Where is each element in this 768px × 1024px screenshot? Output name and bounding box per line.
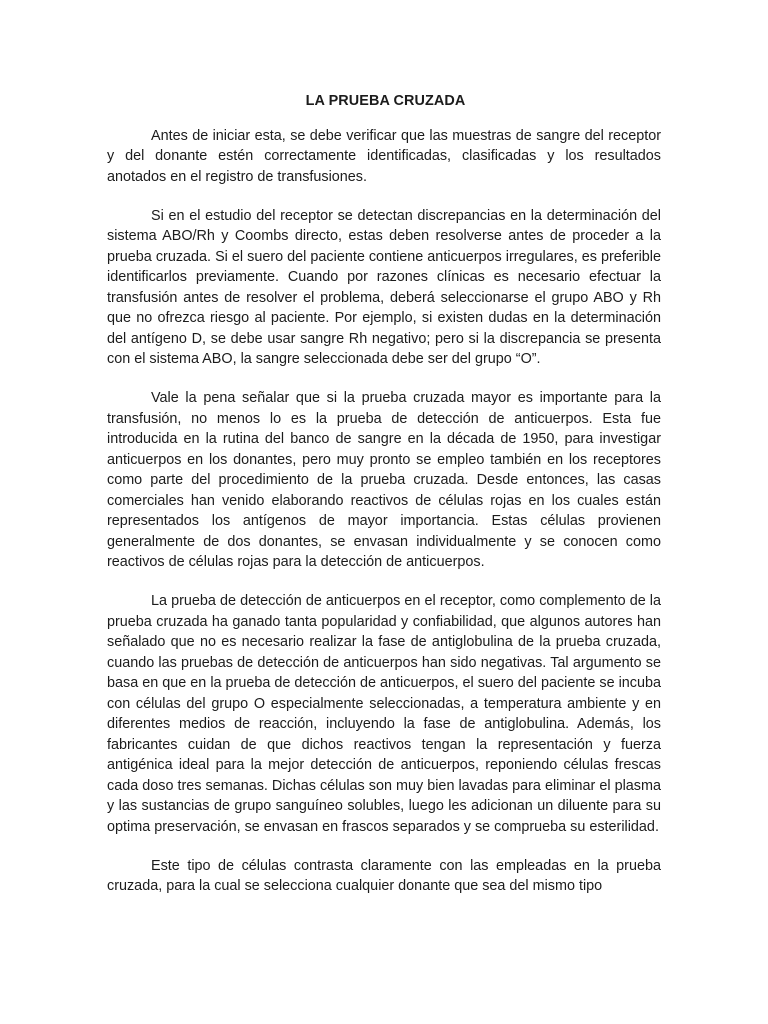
paragraph-discrepancies: Si en el estudio del receptor se detectan discrepancias en la determinación del sistema ABO/Rh y Coombs directo, estas deben resolverse antes de proceder a la prueba cruzada. Si el suero del paciente contiene anticuerpos irregulares, es preferible identificarlos previamente. Cuando por razones clínicas es necesario efectuar la transfusión antes de resolver el problema, deberá seleccionarse el grupo ABO y Rh que no ofrezca riesgo al paciente. Por ejemplo, si existen dudas en la determinación del antígeno D, se debe usar sangre Rh negativo; pero si la discrepancia se presenta con el sistema ABO, la sangre seleccionada debe ser del grupo “O”.: [107, 207, 661, 367]
paragraph-antibody-detection: Vale la pena señalar que si la prueba cruzada mayor es importante para la transfusión, no menos lo es la prueba de detección de anticuerpos. Esta fue introducida en la rutina del banco de sangre en la década de 1950, para investigar anticuerpos en los donantes, pero muy pronto se empleo también en los receptores como parte del procedimiento de la prueba cruzada. Desde entonces, las casas comerciales han venido elaborando reactivos de células rojas en los cuales están representados los antígenos de mayor importancia. Estas células provienen generalmente de dos donantes, se envasan individualmente y se conocen como reactivos de células rojas para la detección de anticuerpos.: [107, 390, 661, 570]
paragraph-cell-contrast: Este tipo de células contrasta claramente con las empleadas en la prueba cruzada, para la cual se selecciona cualquier donante que sea del mismo tipo: [107, 857, 661, 894]
paragraph-receptor-detection: La prueba de detección de anticuerpos en el receptor, como complemento de la prueba cruzada ha ganado tanta popularidad y confiabilidad, que algunos autores han señalado que no es necesario realizar la fase de antiglobulina de la prueba cruzada, cuando las pruebas de detección de anticuerpos han sido negativas. Tal argumento se basa en que en la prueba de detección de anticuerpos, el suero del paciente se incuba con células del grupo O especialmente seleccionadas, a temperatura ambiente y en diferentes medios de reacción, incluyendo la fase de antiglobulina. Además, los fabricantes cuidan de que dichos reactivos tengan la representación y fuerza antigénica ideal para la mejor detección de anticuerpos, reponiendo células frescas cada doso tres semanas. Dichas células son muy bien lavadas para eliminar el plasma y las sustancias de grupo sanguíneo solubles, luego les adicionan un diluente para su optima preservación, se envasan en frascos separados y se comprueba su esterilidad.: [107, 593, 661, 835]
paragraph-intro: Antes de iniciar esta, se debe verificar que las muestras de sangre del receptor y del donante estén correctamente identificadas, clasificadas y los resultados anotados en el registro de transfusiones.: [107, 127, 661, 185]
document-body: [107, 91, 661, 915]
document-title: LA PRUEBA CRUZADA: [305, 93, 466, 109]
